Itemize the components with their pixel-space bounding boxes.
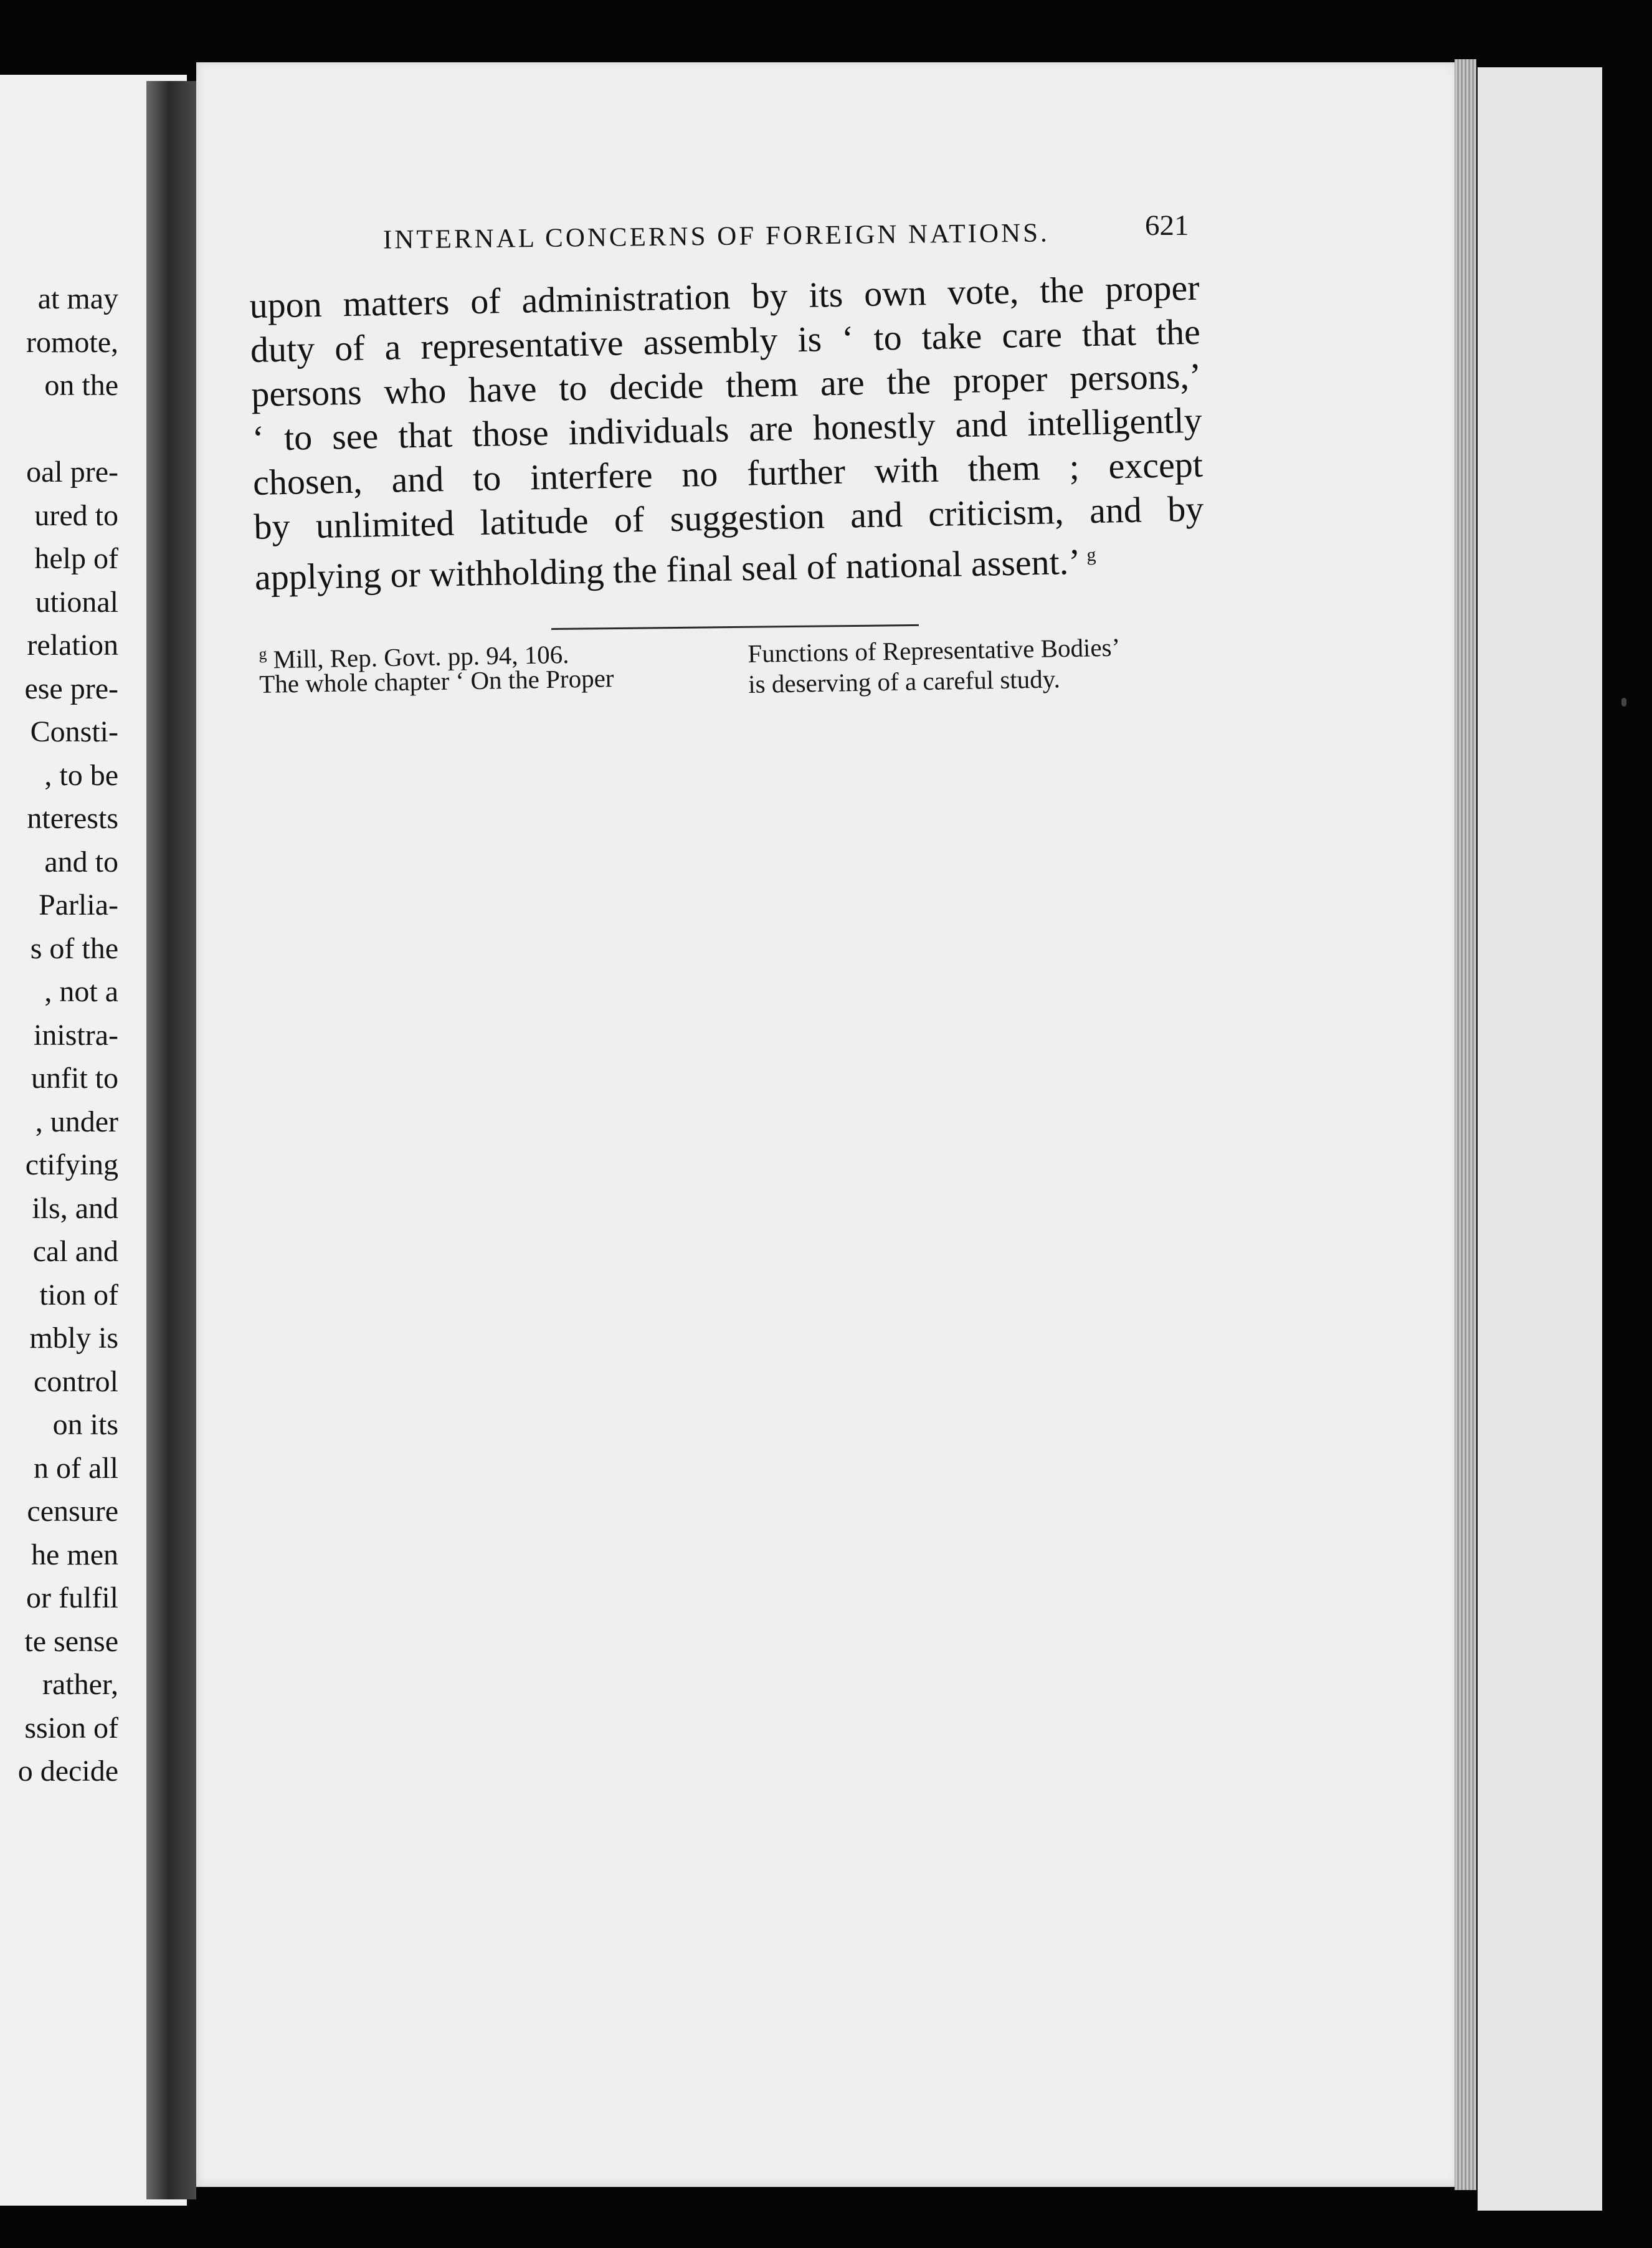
facing-page-line: , to be <box>44 758 118 792</box>
facing-page-line: ssion of <box>24 1711 118 1745</box>
facing-page-line: inistra- <box>34 1018 118 1052</box>
facing-page-line: on its <box>52 1408 118 1441</box>
facing-page-line: Parlia- <box>39 888 118 922</box>
facing-page-text <box>18 277 118 1793</box>
facing-page-line: or fulfil <box>26 1581 118 1614</box>
page-edges <box>1455 59 1476 2190</box>
facing-page-line: tion of <box>39 1278 118 1312</box>
facing-page-line: he men <box>31 1538 118 1571</box>
facing-page-line: cal and <box>32 1235 118 1268</box>
body-line: by unlimited latitude of suggestion and criticism, and by <box>253 488 1204 547</box>
facing-page-line: te sense <box>24 1624 118 1658</box>
footnote-reference: g <box>1086 544 1096 566</box>
facing-page-line <box>18 407 118 451</box>
facing-page-line: and to <box>44 845 118 879</box>
facing-page-line: help of <box>34 542 118 575</box>
facing-page-line: relation <box>27 629 118 662</box>
running-head: INTERNAL CONCERNS OF FOREIGN NATIONS. <box>382 218 1050 255</box>
body-line: chosen, and to interfere no further with them ; except <box>252 444 1203 503</box>
dust-speck <box>1621 698 1626 707</box>
footnote-marker: g <box>259 644 267 663</box>
facing-page-line: ctifying <box>25 1148 118 1181</box>
facing-page-line: , not a <box>44 975 118 1008</box>
footnote-line: Functions of Representative Bodies’ <box>748 632 1121 668</box>
facing-page-line: romote, <box>26 325 118 359</box>
facing-page-line: oal pre- <box>26 455 118 488</box>
facing-page-line: , under <box>35 1105 118 1138</box>
body-line-text: applying or withholding the final seal of national assent.’ <box>254 541 1078 598</box>
footnote-line: is deserving of a careful study. <box>748 664 1061 698</box>
facing-page-line: at may <box>37 282 118 315</box>
body-line: duty of a representative assembly is ‘ to take care that the <box>250 311 1201 370</box>
footnote-line: The whole chapter ‘ On the Proper <box>259 664 614 698</box>
facing-page-line: nterests <box>27 802 118 835</box>
facing-page-line: censure <box>27 1495 118 1528</box>
facing-page-line: ils, and <box>32 1191 118 1225</box>
body-text <box>249 265 1205 598</box>
footnote-text: Mill, Rep. Govt. pp. 94, 106. <box>273 639 569 674</box>
facing-page-line: Consti- <box>30 715 118 748</box>
footnote-column-2 <box>748 631 1207 700</box>
body-line: ‘ to see that those individuals are honestly and intelligently <box>252 399 1203 459</box>
page-number: 621 <box>1145 209 1189 242</box>
facing-page-line: mbly is <box>29 1322 118 1355</box>
facing-page-line: n of all <box>34 1451 118 1485</box>
body-line: upon matters of administration by its own vote, the proper <box>249 267 1200 326</box>
facing-page-line: rather, <box>42 1668 118 1701</box>
facing-page-line: unfit to <box>31 1062 118 1095</box>
facing-page-line: s of the <box>30 931 118 965</box>
book-gutter <box>146 81 196 2199</box>
facing-page-line: utional <box>35 585 118 619</box>
footnote-column-1 <box>259 631 718 700</box>
facing-page-line: on the <box>44 369 118 402</box>
facing-page-line: control <box>34 1365 118 1398</box>
back-board <box>1478 67 1602 2211</box>
body-line: persons who have to decide them are the proper persons,’ <box>250 355 1202 414</box>
facing-page-line: o decide <box>17 1755 118 1788</box>
facing-page-line: ured to <box>34 498 118 532</box>
facing-page-line: ese pre- <box>24 672 118 705</box>
